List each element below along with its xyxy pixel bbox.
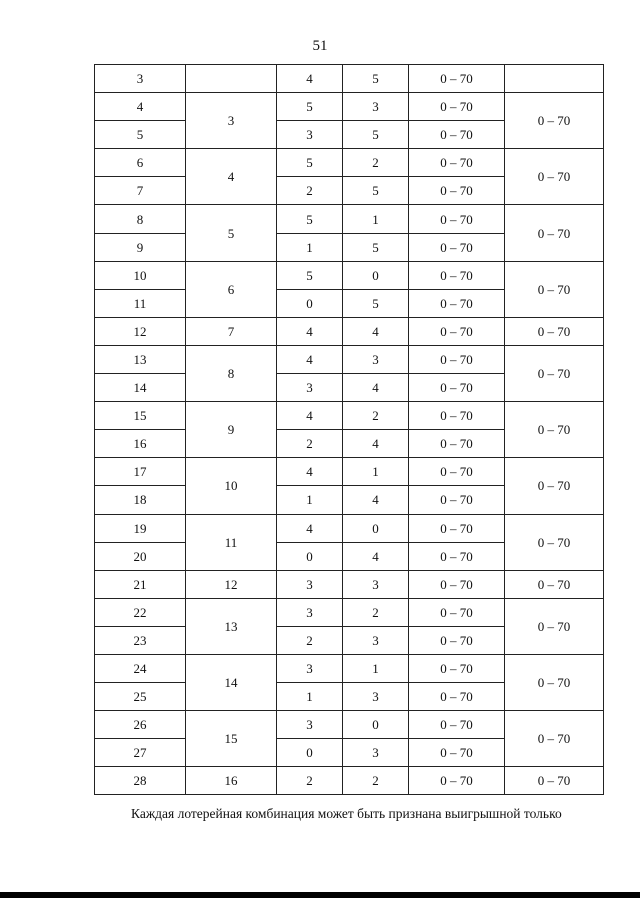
group-range-cell: 0 – 70 [505,767,604,795]
range-cell: 0 – 70 [409,374,505,402]
row-number-cell: 9 [95,233,186,261]
value-a-cell: 1 [277,233,343,261]
value-b-cell: 5 [343,289,409,317]
value-a-cell: 2 [277,767,343,795]
range-cell: 0 – 70 [409,598,505,626]
row-number-cell: 24 [95,654,186,682]
row-number-cell: 8 [95,205,186,233]
range-cell: 0 – 70 [409,317,505,345]
value-b-cell: 4 [343,374,409,402]
range-cell: 0 – 70 [409,402,505,430]
value-a-cell: 0 [277,542,343,570]
table-row [95,149,604,177]
row-number-cell: 17 [95,458,186,486]
group-number-cell: 8 [186,345,277,401]
value-b-cell: 2 [343,598,409,626]
row-number-cell: 25 [95,683,186,711]
range-cell: 0 – 70 [409,233,505,261]
value-a-cell: 2 [277,177,343,205]
row-number-cell: 23 [95,626,186,654]
group-range-cell: 0 – 70 [505,570,604,598]
range-cell: 0 – 70 [409,514,505,542]
value-b-cell: 4 [343,486,409,514]
group-number-cell: 9 [186,402,277,458]
row-number-cell: 15 [95,402,186,430]
value-b-cell: 3 [343,570,409,598]
row-number-cell: 3 [95,65,186,93]
value-b-cell: 4 [343,317,409,345]
value-b-cell: 5 [343,177,409,205]
group-number-cell: 6 [186,261,277,317]
row-number-cell: 21 [95,570,186,598]
row-number-cell: 27 [95,739,186,767]
range-cell: 0 – 70 [409,430,505,458]
group-number-cell: 12 [186,570,277,598]
row-number-cell: 10 [95,261,186,289]
range-cell: 0 – 70 [409,458,505,486]
row-number-cell: 22 [95,598,186,626]
table-row [95,654,604,682]
row-number-cell: 20 [95,542,186,570]
value-b-cell: 3 [343,739,409,767]
range-cell: 0 – 70 [409,711,505,739]
group-number-cell: 13 [186,598,277,654]
value-a-cell: 3 [277,374,343,402]
group-number-cell: 4 [186,149,277,205]
group-range-cell: 0 – 70 [505,402,604,458]
row-number-cell: 12 [95,317,186,345]
combination-table [94,64,604,795]
value-b-cell: 3 [343,93,409,121]
value-a-cell: 3 [277,121,343,149]
value-b-cell: 3 [343,683,409,711]
row-number-cell: 26 [95,711,186,739]
value-a-cell: 5 [277,149,343,177]
row-number-cell: 14 [95,374,186,402]
range-cell: 0 – 70 [409,177,505,205]
table-row [95,93,604,121]
table-row [95,261,604,289]
table-row [95,514,604,542]
value-b-cell: 1 [343,654,409,682]
range-cell: 0 – 70 [409,205,505,233]
row-number-cell: 11 [95,289,186,317]
group-range-cell: 0 – 70 [505,149,604,205]
group-range-cell [505,65,604,93]
row-number-cell: 19 [95,514,186,542]
value-a-cell: 5 [277,261,343,289]
group-range-cell: 0 – 70 [505,514,604,570]
value-b-cell: 1 [343,205,409,233]
value-a-cell: 3 [277,711,343,739]
table-row [95,345,604,373]
page-number: 51 [312,38,328,54]
row-number-cell: 18 [95,486,186,514]
value-b-cell: 0 [343,514,409,542]
value-b-cell: 5 [343,121,409,149]
group-number-cell: 15 [186,711,277,767]
table-row [95,205,604,233]
range-cell: 0 – 70 [409,261,505,289]
value-a-cell: 4 [277,402,343,430]
value-a-cell: 2 [277,430,343,458]
row-number-cell: 16 [95,430,186,458]
group-range-cell: 0 – 70 [505,317,604,345]
footer-text: Каждая лотерейная комбинация может быть признана выигрышной только [131,806,562,821]
value-a-cell: 5 [277,93,343,121]
value-a-cell: 3 [277,654,343,682]
group-range-cell: 0 – 70 [505,598,604,654]
range-cell: 0 – 70 [409,65,505,93]
value-a-cell: 1 [277,683,343,711]
group-range-cell: 0 – 70 [505,458,604,514]
group-range-cell: 0 – 70 [505,345,604,401]
group-range-cell: 0 – 70 [505,205,604,261]
range-cell: 0 – 70 [409,542,505,570]
value-b-cell: 2 [343,149,409,177]
range-cell: 0 – 70 [409,486,505,514]
table-row [95,65,604,93]
value-a-cell: 0 [277,739,343,767]
row-number-cell: 4 [95,93,186,121]
combination-table-body [95,65,604,795]
range-cell: 0 – 70 [409,654,505,682]
group-number-cell: 10 [186,458,277,514]
group-range-cell: 0 – 70 [505,261,604,317]
value-b-cell: 2 [343,767,409,795]
value-b-cell: 3 [343,626,409,654]
value-a-cell: 1 [277,486,343,514]
row-number-cell: 7 [95,177,186,205]
value-b-cell: 4 [343,542,409,570]
value-b-cell: 2 [343,402,409,430]
value-b-cell: 5 [343,233,409,261]
group-number-cell: 14 [186,654,277,710]
value-a-cell: 5 [277,205,343,233]
value-b-cell: 5 [343,65,409,93]
row-number-cell: 28 [95,767,186,795]
group-number-cell: 16 [186,767,277,795]
range-cell: 0 – 70 [409,739,505,767]
value-b-cell: 0 [343,711,409,739]
value-a-cell: 4 [277,458,343,486]
scan-bottom-edge [0,892,640,898]
range-cell: 0 – 70 [409,767,505,795]
group-range-cell: 0 – 70 [505,711,604,767]
table-row [95,570,604,598]
value-b-cell: 4 [343,430,409,458]
range-cell: 0 – 70 [409,149,505,177]
table-row [95,598,604,626]
row-number-cell: 6 [95,149,186,177]
range-cell: 0 – 70 [409,121,505,149]
value-a-cell: 4 [277,345,343,373]
group-number-cell: 11 [186,514,277,570]
table-row [95,767,604,795]
group-number-cell: 5 [186,205,277,261]
group-number-cell: 7 [186,317,277,345]
value-a-cell: 4 [277,514,343,542]
range-cell: 0 – 70 [409,626,505,654]
range-cell: 0 – 70 [409,345,505,373]
table-row [95,402,604,430]
group-number-cell: 3 [186,93,277,149]
value-a-cell: 4 [277,317,343,345]
value-a-cell: 4 [277,65,343,93]
row-number-cell: 5 [95,121,186,149]
table-row [95,317,604,345]
range-cell: 0 – 70 [409,93,505,121]
value-a-cell: 0 [277,289,343,317]
value-a-cell: 3 [277,598,343,626]
value-b-cell: 0 [343,261,409,289]
value-b-cell: 1 [343,458,409,486]
value-b-cell: 3 [343,345,409,373]
range-cell: 0 – 70 [409,570,505,598]
group-range-cell: 0 – 70 [505,93,604,149]
table-row [95,711,604,739]
group-number-cell [186,65,277,93]
range-cell: 0 – 70 [409,683,505,711]
value-a-cell: 3 [277,570,343,598]
row-number-cell: 13 [95,345,186,373]
group-range-cell: 0 – 70 [505,654,604,710]
range-cell: 0 – 70 [409,289,505,317]
value-a-cell: 2 [277,626,343,654]
table-row [95,458,604,486]
